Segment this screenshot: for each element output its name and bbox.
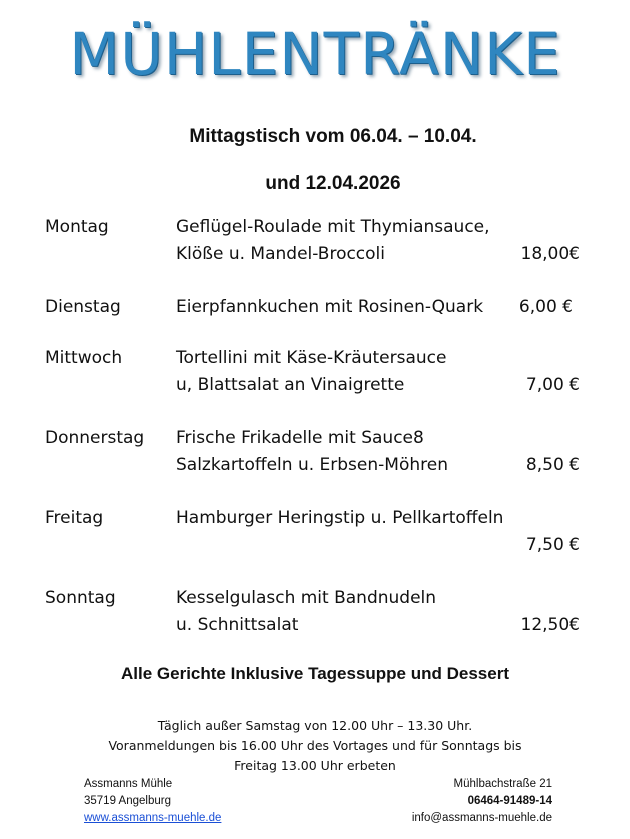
menu-dish-line: Frische Frikadelle mit Sauce8 [176, 428, 424, 448]
menu-dish [176, 294, 536, 321]
menu-dish-line: Eierpfannkuchen mit Rosinen-Quark [176, 297, 484, 317]
menu-dish-line: Klöße u. Mandel-Broccoli [176, 244, 386, 264]
menu-price: 7,00 € [525, 375, 580, 395]
menu-row-donnerstag [45, 425, 590, 505]
menu-day: Mittwoch [45, 348, 123, 368]
menu-day: Dienstag [45, 297, 121, 317]
opening-hours-note [0, 716, 630, 776]
menu-dish [176, 505, 536, 532]
postal-city: 35719 Angelburg [84, 795, 171, 807]
menu-row-montag [45, 214, 590, 294]
footer-address-right [412, 776, 552, 827]
menu-dish [176, 214, 536, 268]
menu-dish-line: Salzkartoffeln u. Erbsen-Möhren [176, 455, 448, 475]
business-name: Assmanns Mühle [84, 778, 173, 790]
note-line: Täglich außer Samstag von 12.00 Uhr – 13.30 Uhr. [157, 718, 473, 733]
weekly-menu [45, 214, 590, 645]
note-line: Voranmeldungen bis 16.00 Uhr des Vortages und für Sonntags bis [108, 738, 522, 753]
menu-day: Freitag [45, 508, 104, 528]
website-link[interactable]: www.assmanns-muehle.de [84, 812, 222, 824]
menu-period-heading: Mittagstisch vom 06.04. – 10.04. [189, 126, 477, 147]
menu-period-heading-second-line: und 12.04.2026 [265, 173, 401, 194]
menu-day: Sonntag [45, 588, 116, 608]
note-line: Freitag 13.00 Uhr erbeten [234, 758, 396, 773]
menu-dish-line: Geflügel-Roulade mit Thymiansauce, [176, 217, 490, 237]
menu-dish [176, 345, 536, 399]
menu-row-sonntag [45, 585, 590, 645]
menu-price: 6,00 € [518, 297, 573, 317]
menu-dish-line: Tortellini mit Käse-Kräutersauce [176, 348, 447, 368]
street-address: Mühlbachstraße 21 [453, 778, 552, 790]
menu-day: Donnerstag [45, 428, 145, 448]
menu-price: 18,00€ [520, 244, 580, 264]
menu-dish-line: u, Blattsalat an Vinaigrette [176, 375, 405, 395]
menu-dish [176, 425, 536, 479]
menu-day: Montag [45, 217, 109, 237]
menu-row-dienstag [45, 294, 590, 345]
menu-dish-line: u. Schnittsalat [176, 615, 299, 635]
menu-price: 12,50€ [520, 615, 580, 635]
menu-row-mittwoch [45, 345, 590, 425]
menu-dish [176, 585, 536, 639]
page-title: MÜHLENTRÄNKE [69, 20, 561, 88]
menu-price: 8,50 € [525, 455, 580, 475]
phone-number: 06464-91489-14 [467, 795, 552, 807]
menu-dish-line: Hamburger Heringstip u. Pellkartoffeln [176, 508, 504, 528]
inclusive-note: Alle Gerichte Inklusive Tagessuppe und Dessert [121, 664, 509, 683]
menu-price: 7,50 € [525, 535, 580, 555]
footer-address-left [84, 776, 221, 827]
menu-row-freitag [45, 505, 590, 585]
menu-dish-line: Kesselgulasch mit Bandnudeln [176, 588, 437, 608]
email-address[interactable]: info@assmanns-muehle.de [411, 812, 552, 824]
